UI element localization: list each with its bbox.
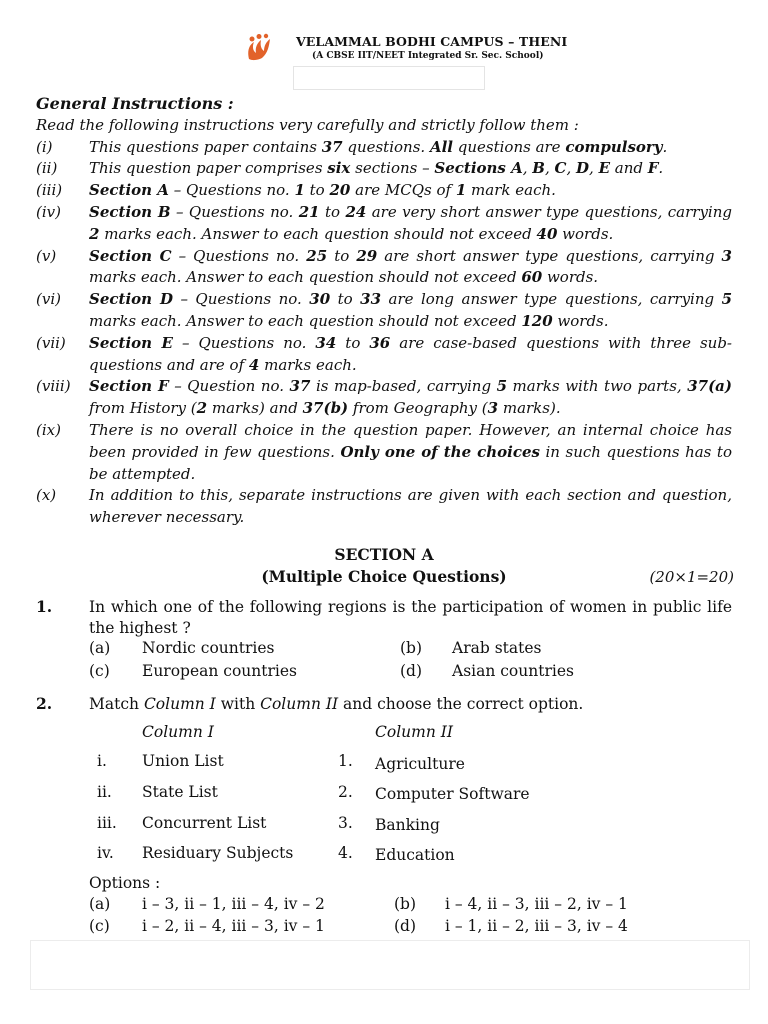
instruction-item: [36, 420, 732, 485]
question-1: [36, 597, 732, 687]
row-roman: i.: [97, 752, 107, 770]
option-text: i – 2, ii – 4, iii – 3, iv – 1: [142, 917, 325, 935]
instruction-number: (ix): [36, 420, 61, 439]
page-header: [0, 30, 768, 90]
instruction-item: [36, 289, 732, 333]
question-text: In which one of the following regions is the participation of women in public life the highest ?: [89, 598, 732, 637]
row-number: 4.: [338, 844, 353, 862]
column-2-ref: Column II: [260, 695, 339, 713]
row-right: Computer Software: [375, 785, 530, 803]
instruction-item: [36, 137, 732, 159]
option-text: Asian countries: [452, 662, 574, 680]
option-text: i – 1, ii – 2, iii – 3, iv – 4: [445, 917, 628, 935]
row-roman: iv.: [97, 844, 114, 862]
question-text-pre: Match: [89, 695, 144, 713]
row-number: 3.: [338, 814, 353, 832]
row-left: Union List: [142, 752, 224, 770]
instructions-list: [36, 137, 732, 529]
row-left: Residuary Subjects: [142, 844, 294, 862]
instruction-item: [36, 246, 732, 290]
row-right: Agriculture: [375, 755, 465, 773]
options-label: Options :: [89, 874, 161, 892]
instruction-text: Section B – Questions no. 21 to 24 are very short answer type questions, carrying 2 marks each. Answer to each question should not exceed 40 words.: [89, 202, 732, 243]
instruction-text: Section C – Questions no. 25 to 29 are short answer type questions, carrying 3 marks each. Answer to each question should not exceed 60 words.: [89, 246, 732, 287]
row-number: 1.: [338, 752, 353, 770]
question-text-post: and choose the correct option.: [338, 695, 584, 713]
instruction-text: In addition to this, separate instructions are given with each section and question, wherever necessary.: [89, 486, 732, 527]
school-subtitle: (A CBSE IIT/NEET Integrated Sr. Sec. School): [312, 51, 544, 61]
instruction-item: [36, 158, 732, 180]
school-name: VELAMMAL BODHI CAMPUS – THENI: [296, 34, 568, 49]
option-text: Arab states: [452, 639, 542, 657]
instruction-text: This questions paper contains 37 questions. All questions are compulsory.: [89, 137, 668, 156]
row-left: State List: [142, 783, 218, 801]
instruction-text: Section E – Questions no. 34 to 36 are case-based questions with three sub-questions and are of 4 marks each.: [89, 333, 733, 374]
option-label: (a): [89, 639, 111, 657]
instruction-text: This question paper comprises six sections – Sections A, B, C, D, E and F.: [89, 159, 664, 178]
question-number: 2.: [36, 694, 53, 713]
instruction-number: (i): [36, 137, 53, 156]
instruction-text: Section F – Question no. 37 is map-based, carrying 5 marks with two parts, 37(a) from History (2 marks) and 37(b) from Geography (3 marks).: [89, 377, 732, 418]
instructions-intro: Read the following instructions very carefully and strictly follow them :: [36, 115, 579, 134]
instruction-number: (v): [36, 246, 57, 265]
column-1-header: Column I: [142, 723, 214, 741]
question-text: [89, 694, 732, 715]
section-title: SECTION A: [334, 545, 434, 564]
instruction-number: (iii): [36, 181, 63, 200]
row-left: Concurrent List: [142, 814, 267, 832]
question-text-mid: with: [215, 695, 261, 713]
option-label: (b): [400, 639, 423, 657]
option-text: i – 4, ii – 3, iii – 2, iv – 1: [445, 895, 628, 913]
instruction-item: [36, 180, 732, 202]
option-label: (d): [394, 917, 417, 935]
instruction-text: Section D – Questions no. 30 to 33 are long answer type questions, carrying 5 marks each. Answer to each question should not exceed 120 words.: [89, 290, 733, 330]
option-label: (c): [89, 662, 110, 680]
column-2-header: Column II: [375, 723, 453, 741]
instruction-item: [36, 376, 732, 420]
row-right: Banking: [375, 816, 440, 834]
instruction-text: Section A – Questions no. 1 to 20 are MCQs of 1 mark each.: [89, 181, 556, 200]
row-roman: iii.: [97, 814, 117, 832]
option-label: (d): [400, 662, 423, 680]
row-number: 2.: [338, 783, 353, 801]
instruction-number: (ii): [36, 159, 58, 178]
option-text: i – 3, ii – 1, iii – 4, iv – 2: [142, 895, 325, 913]
instructions-title: General Instructions :: [36, 94, 234, 113]
header-blank-box: [293, 66, 485, 90]
question-2: [36, 694, 732, 939]
column-1-ref: Column I: [143, 695, 216, 713]
bottom-blank-box: [30, 940, 750, 990]
instruction-item: [36, 202, 732, 246]
instruction-number: (iv): [36, 202, 61, 221]
option-text: Nordic countries: [142, 639, 275, 657]
section-marks: (20×1=20): [649, 568, 734, 586]
option-label: (a): [89, 895, 111, 913]
row-roman: ii.: [97, 783, 112, 801]
general-instructions: [36, 93, 732, 529]
instruction-item: [36, 485, 732, 529]
flame-figures-logo-icon: [243, 33, 273, 63]
question-number: 1.: [36, 597, 53, 616]
instruction-text: There is no overall choice in the question paper. However, an internal choice has been provided in few questions. Only one of the choices in such questions has to be attempted.: [89, 420, 732, 483]
instruction-item: [36, 333, 732, 377]
option-label: (b): [394, 895, 417, 913]
instruction-number: (vi): [36, 290, 61, 309]
option-label: (c): [89, 917, 110, 935]
instruction-number: (x): [36, 486, 57, 505]
instruction-number: (viii): [36, 377, 71, 396]
option-text: European countries: [142, 662, 297, 680]
instruction-number: (vii): [36, 333, 66, 352]
section-subtitle: (Multiple Choice Questions): [261, 567, 507, 586]
row-right: Education: [375, 846, 455, 864]
